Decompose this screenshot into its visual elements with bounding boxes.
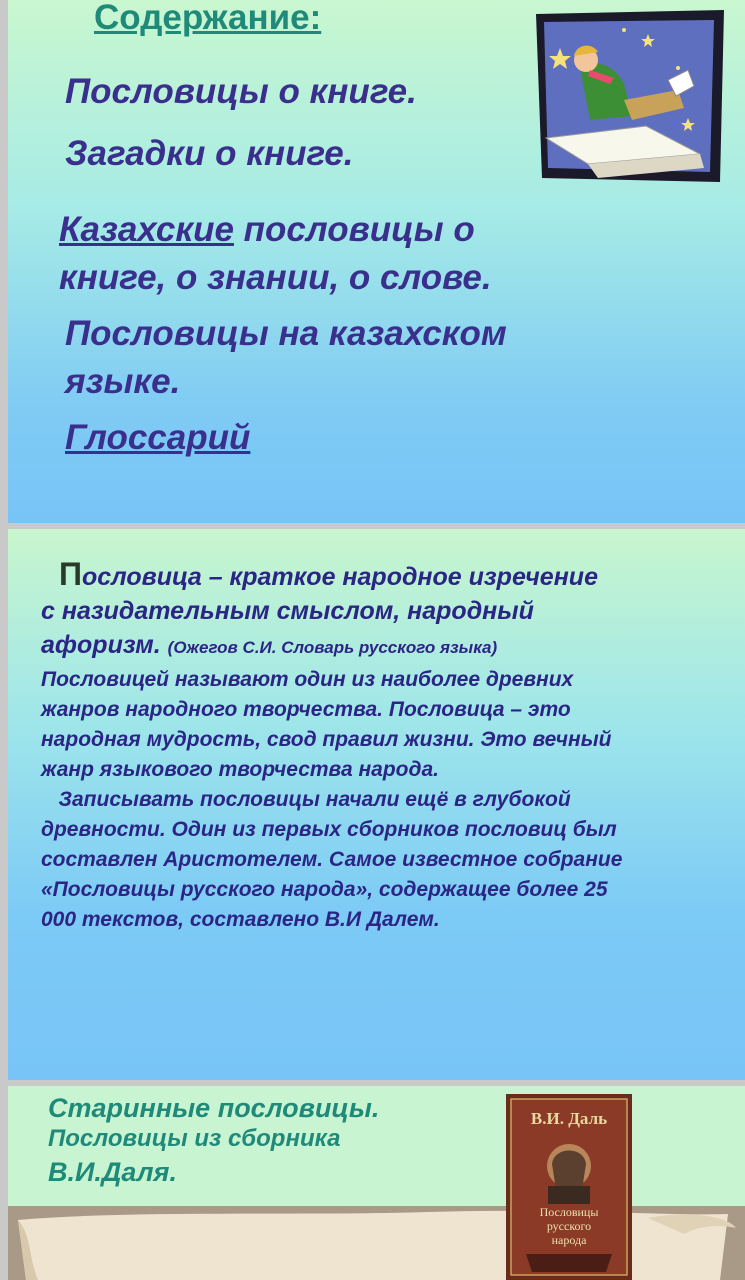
proverb-definition-text: [41, 557, 741, 935]
old-proverbs-line3: В.И.Даля.: [48, 1157, 177, 1187]
body-line: «Пословицы русского народа», содержащее более 25: [41, 878, 608, 901]
proverbs-in-kazakh-line1: Пословицы на казахском: [65, 314, 507, 353]
parchment-scroll-image: [8, 1206, 745, 1280]
definition-line1: ословица – краткое народное изречение: [82, 563, 598, 591]
proverbs-in-kazakh-line2: языке.: [65, 362, 181, 401]
book-title-line: Пословицы: [539, 1205, 599, 1219]
dal-book-cover-image: [506, 1094, 632, 1280]
old-proverbs-line2: Пословицы из сборника: [48, 1125, 341, 1152]
definition-line3: афоризм.: [41, 631, 161, 659]
book-author-text: В.И. Даль: [530, 1109, 608, 1128]
definition-source: (Ожегов С.И. Словарь русского языка): [167, 638, 498, 657]
slide-old-proverbs: [8, 1086, 745, 1280]
book-title-line: народа: [551, 1233, 587, 1247]
body-line: древности. Один из первых сборников пословиц был: [41, 818, 617, 841]
kazakh-proverbs-link[interactable]: Казахские: [59, 210, 234, 249]
body-line: жанров народного творчества. Пословица – это: [41, 698, 571, 721]
boy-reading-clipart: [528, 8, 730, 186]
body-line: Записывать пословицы начали ещё в глубокой: [41, 788, 571, 811]
drop-letter: П: [59, 556, 82, 592]
body-line: жанр языкового творчества народа.: [41, 758, 439, 781]
contents-title[interactable]: Содержание:: [94, 0, 322, 37]
body-line: составлен Аристотелем. Самое известное собрание: [41, 848, 623, 871]
kazakh-proverbs-rest: пословицы о: [233, 210, 475, 249]
body-line: Пословицей называют один из наиболее древних: [41, 668, 574, 691]
body-line: 000 текстов, составлено В.И Далем.: [41, 908, 440, 931]
kazakh-proverbs-line2: книге, о знании, о слове.: [59, 258, 492, 297]
slide-contents: [8, 0, 745, 523]
contents-item-proverbs-in-kazakh[interactable]: [65, 310, 507, 406]
contents-item-proverbs-about-book[interactable]: Пословицы о книге.: [65, 72, 417, 111]
old-proverbs-line1: Старинные пословицы.: [48, 1093, 380, 1123]
slide-definition: [8, 529, 745, 1080]
contents-item-kazakh-proverbs: [59, 206, 492, 302]
book-title-line: русского: [546, 1219, 592, 1233]
definition-body: [41, 665, 741, 935]
contents-item-glossary[interactable]: Глоссарий: [65, 418, 251, 457]
definition-line2: с назидательным смыслом, народный: [41, 597, 534, 625]
old-proverbs-heading[interactable]: [48, 1092, 379, 1190]
contents-item-riddles-about-book[interactable]: Загадки о книге.: [65, 134, 354, 173]
body-line: народная мудрость, свод правил жизни. Это вечный: [41, 728, 612, 751]
